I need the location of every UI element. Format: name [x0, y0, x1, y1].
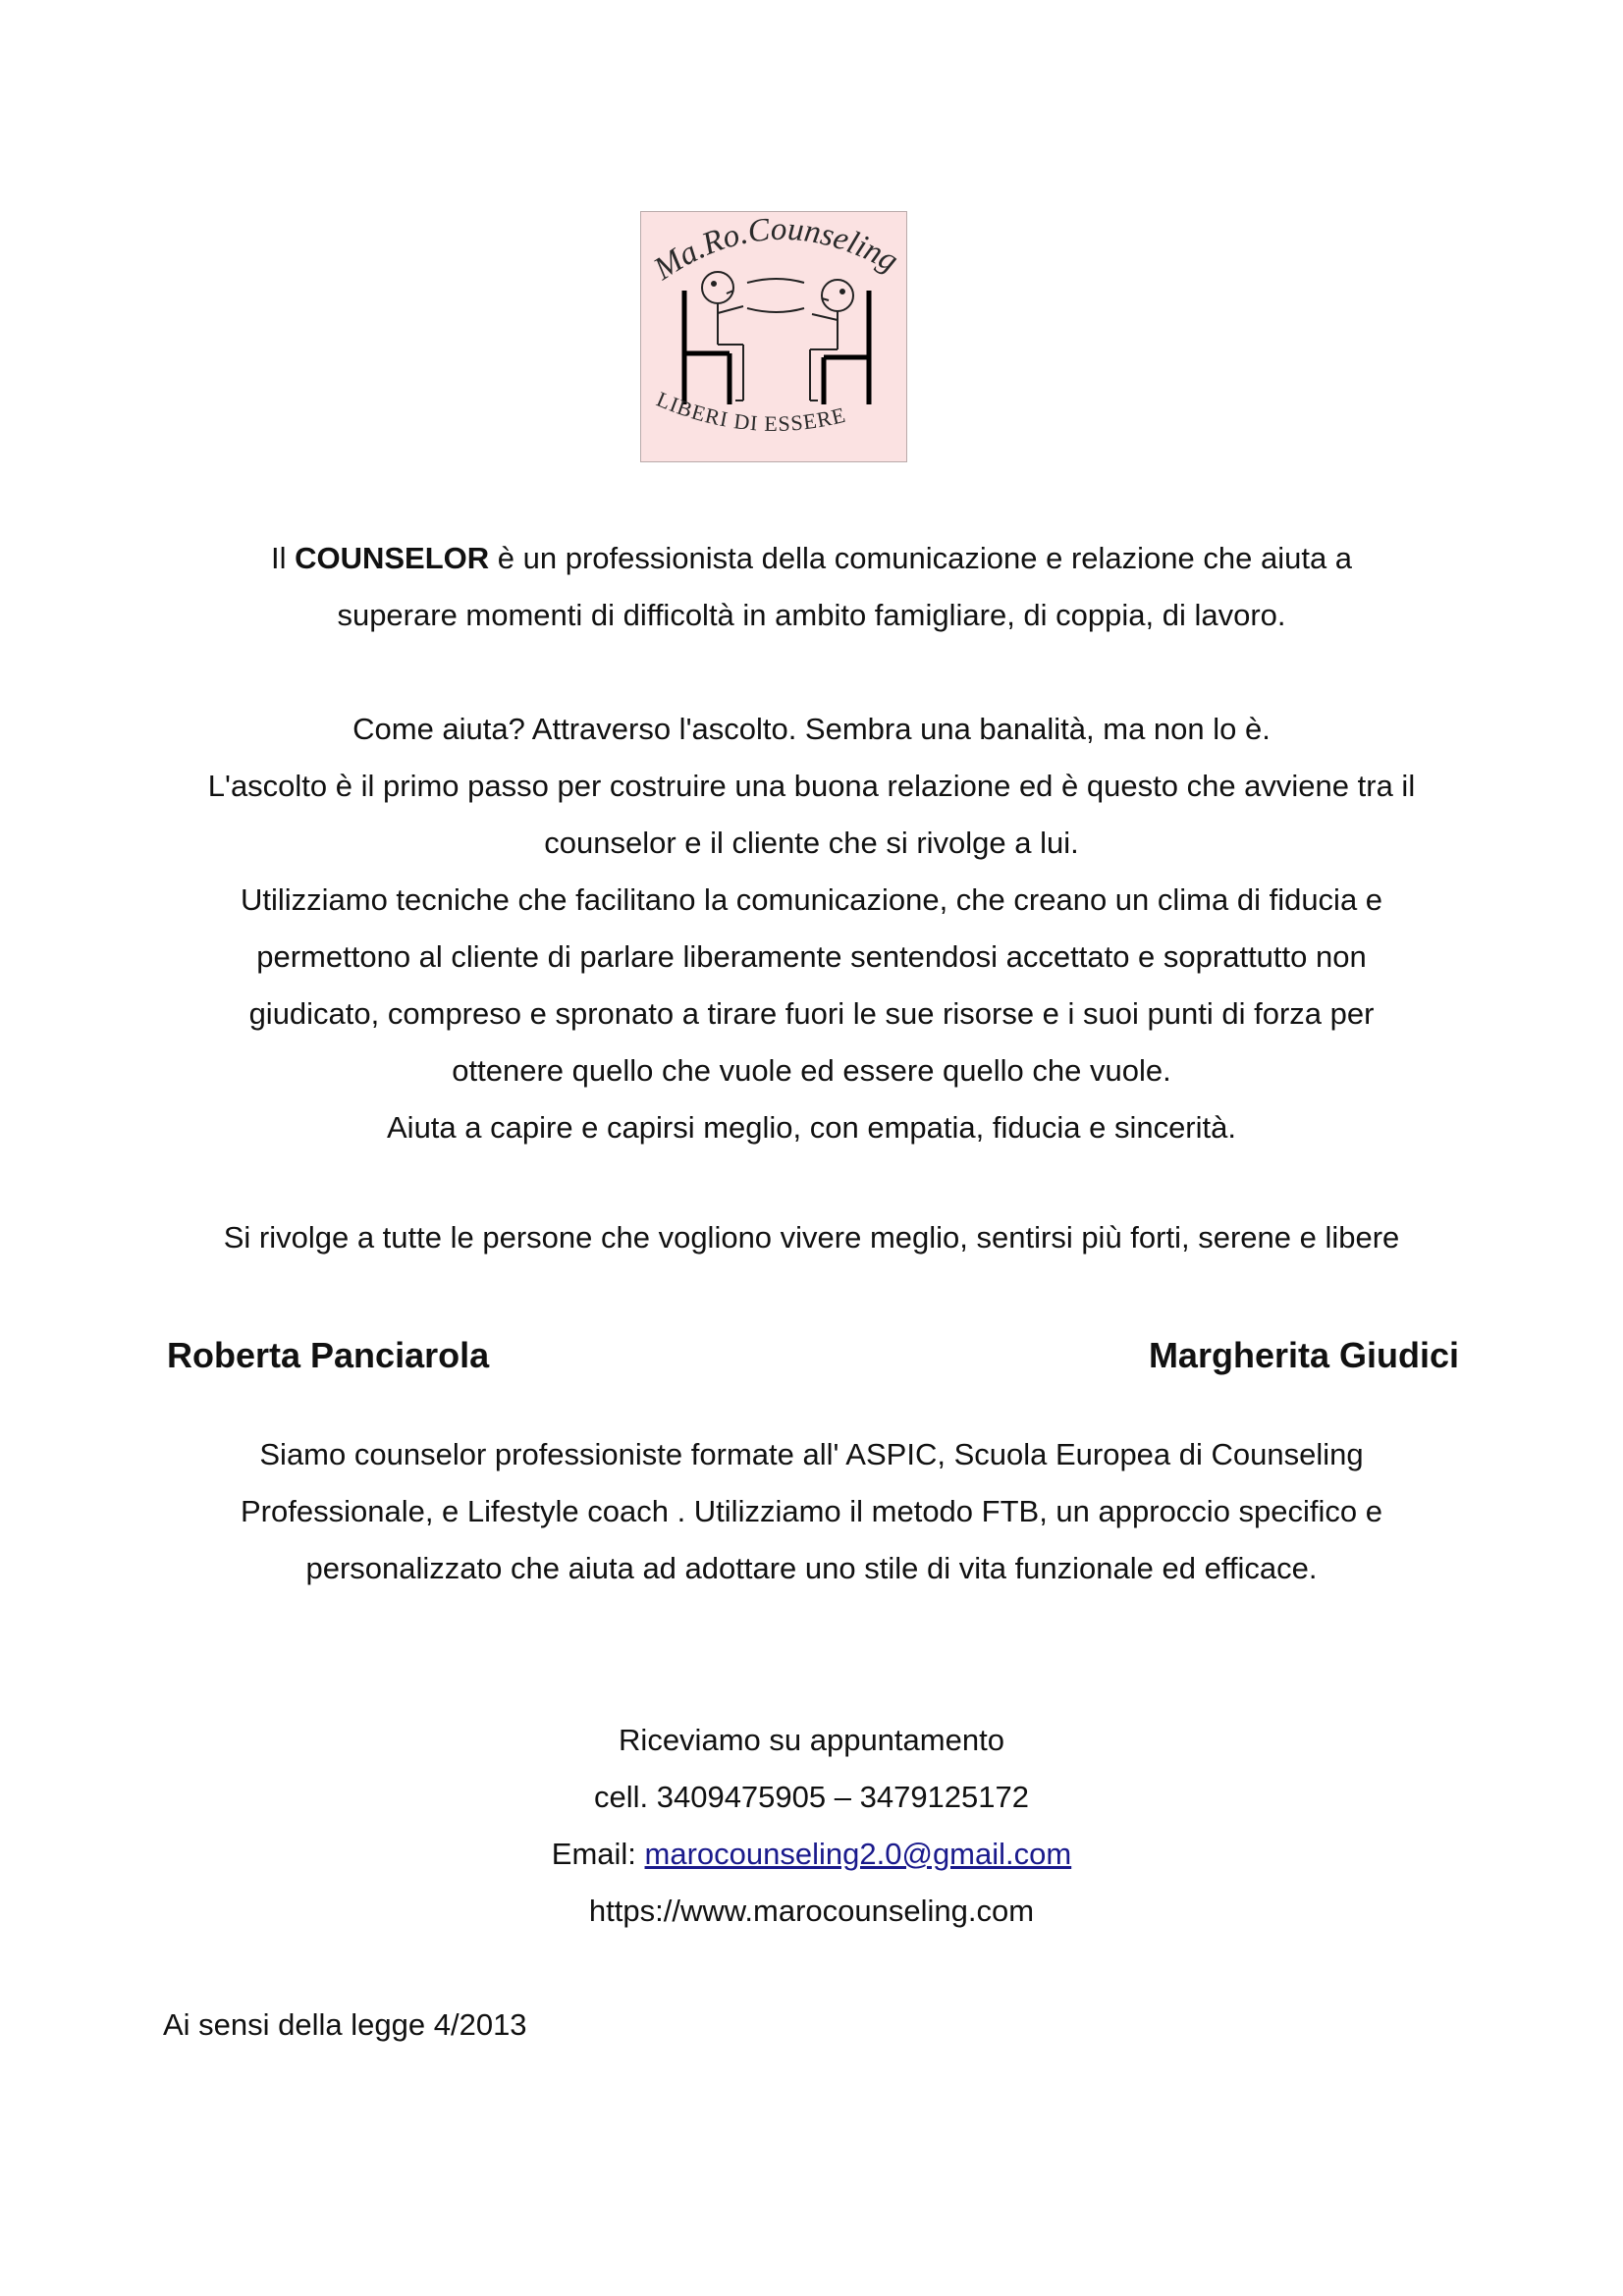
legal-note: Ai sensi della legge 4/2013 [163, 2007, 527, 2042]
method-line: permettono al cliente di parlare liberamente sentendosi accettato e soprattutto non [256, 939, 1367, 974]
counselor-name-right: Margherita Giudici [1148, 1335, 1459, 1375]
contacts-block [118, 1712, 1505, 1940]
logo [640, 211, 907, 462]
logo-illustration [641, 212, 906, 461]
method-line: giudicato, compreso e spronato a tirare fuori le sue risorse e i suoi punti di forza per [248, 996, 1375, 1031]
logo-tagline: LIBERI DI ESSERE [653, 386, 849, 437]
website-url: https://www.marocounseling.com [588, 1894, 1035, 1928]
method-paragraph [118, 701, 1505, 1156]
method-line: Come aiuta? Attraverso l'ascolto. Sembra una banalità, ma non lo è. [352, 712, 1271, 746]
bio-line: Professionale, e Lifestyle coach . Utilizziamo il metodo FTB, un approccio specifico e [240, 1494, 1383, 1528]
bio-line: Siamo counselor professioniste formate all' ASPIC, Scuola Europea di Counseling [259, 1437, 1364, 1471]
target-audience [118, 1209, 1505, 1266]
target-line: Si rivolge a tutte le persone che vogliono vivere meglio, sentirsi più forti, serene e libere [223, 1220, 1400, 1255]
email-line [118, 1826, 1505, 1883]
bio-line: personalizzato che aiuta ad adottare uno stile di vita funzionale ed efficace. [305, 1551, 1318, 1585]
intro-prefix: Il [270, 541, 296, 575]
method-line: Aiuta a capire e capirsi meglio, con empatia, fiducia e sincerità. [387, 1110, 1236, 1145]
logo-title: Ma.Ro.Counseling [647, 212, 904, 288]
counselor-keyword: COUNSELOR [295, 541, 490, 575]
phone-numbers: cell. 3409475905 – 3479125172 [593, 1780, 1030, 1814]
email-label: Email: [551, 1837, 645, 1871]
counselor-name-left: Roberta Panciarola [167, 1335, 490, 1375]
intro-line-1-rest: è un professionista della comunicazione e relazione che aiuta a [489, 541, 1353, 575]
intro-line-1 [118, 530, 1505, 587]
bio-paragraph [118, 1426, 1505, 1597]
method-line: L'ascolto è il primo passo per costruire una buona relazione ed è questo che avviene tra il [207, 769, 1416, 803]
intro-paragraph [118, 530, 1505, 644]
appointment-note: Riceviamo su appuntamento [619, 1723, 1004, 1757]
method-line: counselor e il cliente che si rivolge a lui. [544, 826, 1079, 860]
email-link[interactable]: marocounseling2.0@gmail.com [644, 1837, 1072, 1871]
method-line: Utilizziamo tecniche che facilitano la comunicazione, che creano un clima di fiducia e [240, 882, 1383, 917]
intro-line-2: superare momenti di difficoltà in ambito famigliare, di coppia, di lavoro. [337, 598, 1286, 632]
svg-text:Ma.Ro.Counseling [647, 212, 904, 288]
method-line: ottenere quello che vuole ed essere quello che vuole. [452, 1053, 1171, 1088]
